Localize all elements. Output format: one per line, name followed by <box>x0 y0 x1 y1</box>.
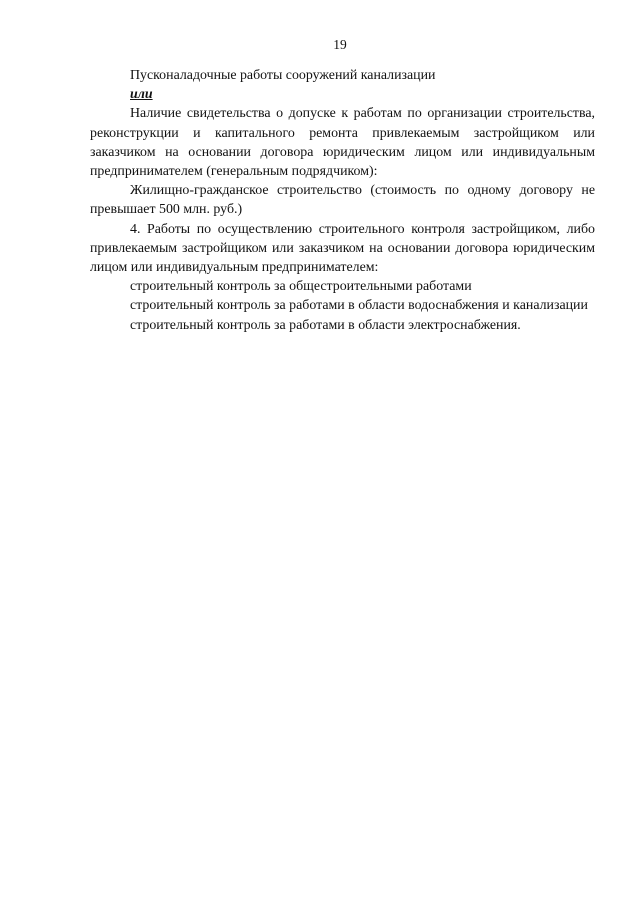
paragraph-commissioning: Пусконаладочные работы сооружений канализации <box>130 68 436 83</box>
document-body <box>90 66 595 335</box>
paragraph-general-construction-control: строительный контроль за общестроительными работами <box>130 279 472 295</box>
paragraph-electrical-control: строительный контроль за работами в области электроснабжения. <box>130 317 521 333</box>
paragraph-water-sewer-control: строительный контроль за работами в области водоснабжения и канализации <box>130 298 588 314</box>
page-number: 19 <box>333 37 347 52</box>
or-separator <box>90 85 595 104</box>
paragraph-civil-construction: Жилищно-гражданское строительство (стоимость по одному договору не превышает 500 млн. руб.) <box>90 183 595 218</box>
or-text: или <box>130 87 153 103</box>
paragraph-construction-control: 4. Работы по осуществлению строительного контроля застройщиком, либо привлекаемым застройщиком или заказчиком на основании договора юридическим лицом или индивидуальным предпринимателем: <box>90 221 595 276</box>
paragraph-permit-requirement: Наличие свидетельства о допуске к работам по организации строительства, реконструкции и капитального ремонта привлекаемым застройщиком или заказчиком на основании договора юридическим лицом или индивидуальным предпринимателем (генеральным подрядчиком): <box>90 106 595 180</box>
